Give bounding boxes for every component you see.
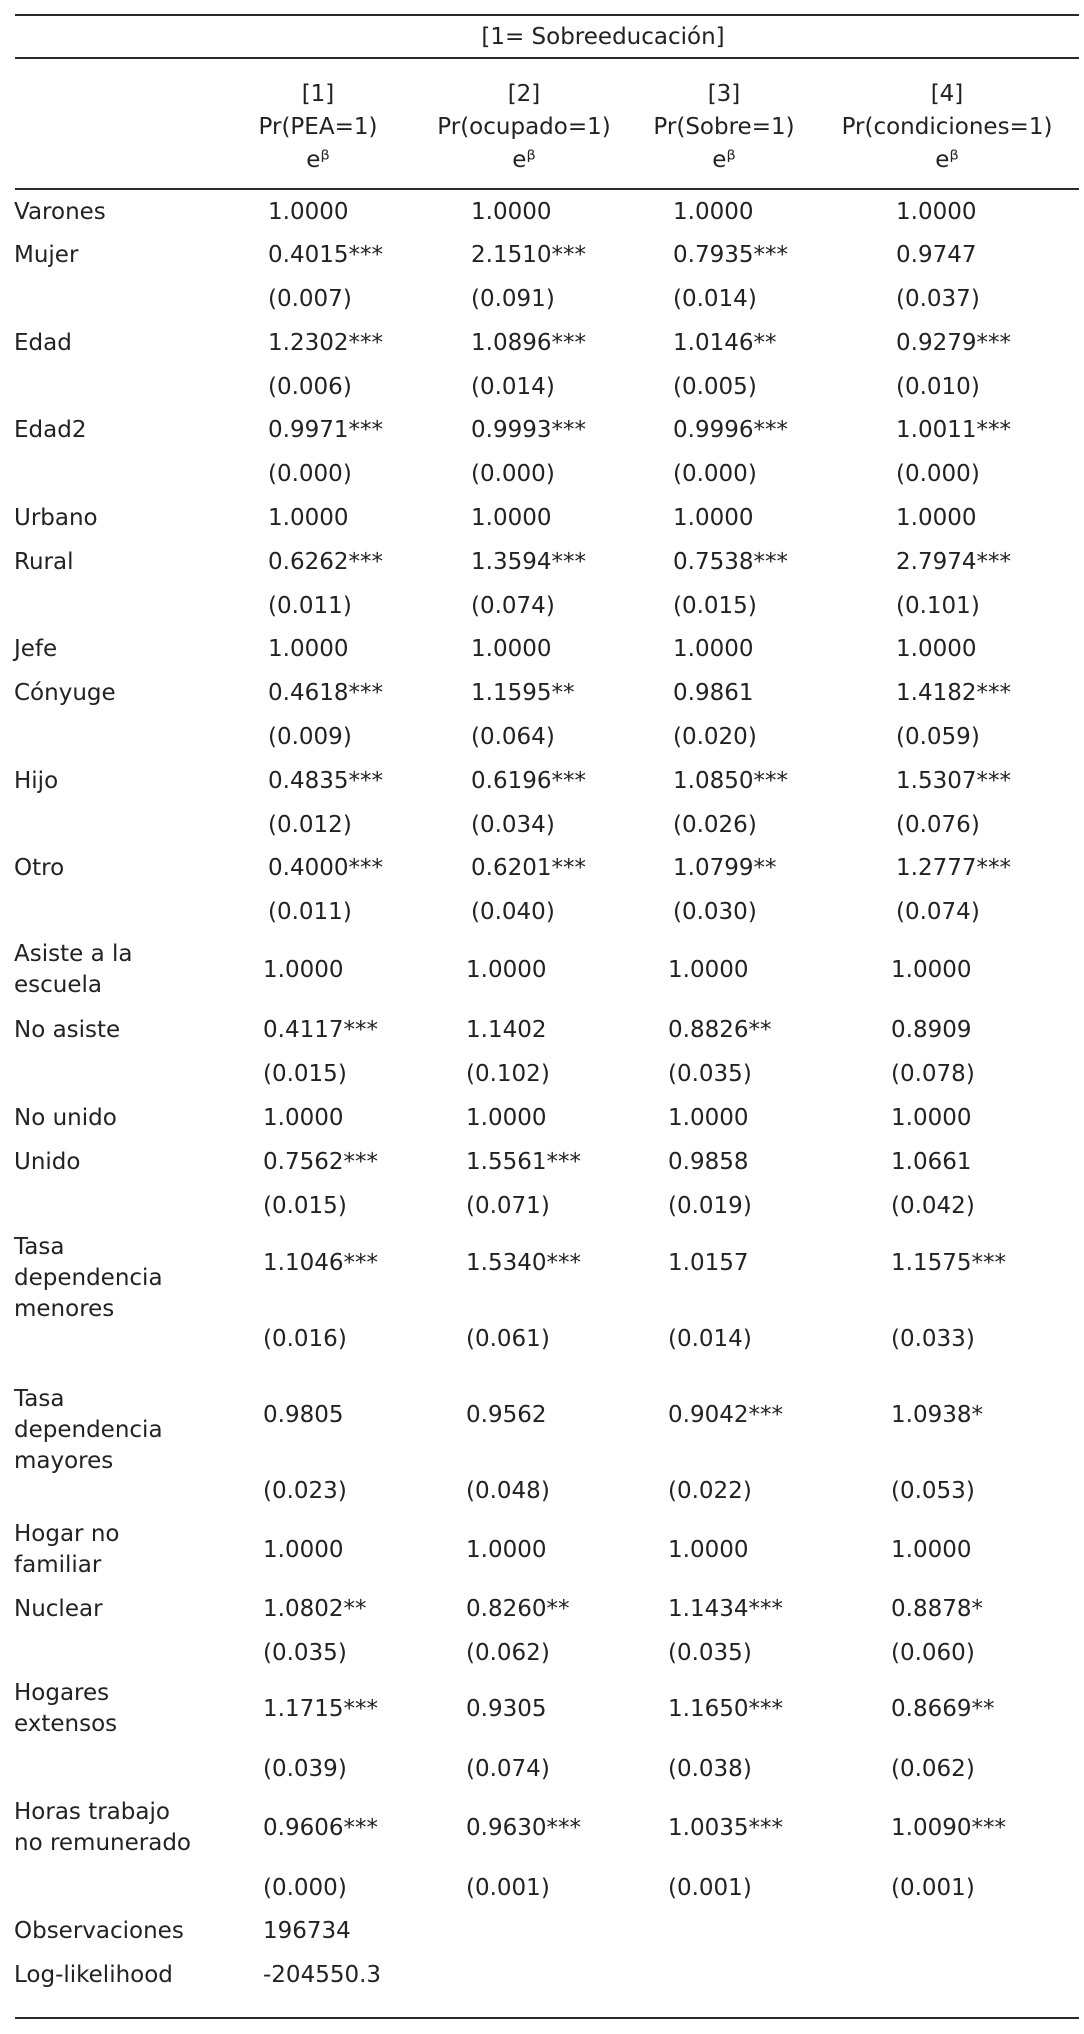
cell-value: (0.015) (263, 1061, 347, 1087)
cell-value: 1.0896*** (471, 330, 586, 356)
cell-value: 1.0157 (668, 1250, 749, 1276)
cell-value: 1.0799** (673, 855, 777, 881)
cell-value: (0.026) (673, 812, 757, 838)
cell-value: 1.0000 (673, 199, 754, 225)
cell-value: 1.0000 (891, 1105, 972, 1131)
cell-value: (0.023) (263, 1478, 347, 1504)
cell-value: (0.033) (891, 1326, 975, 1352)
cell-value: 1.1402 (466, 1017, 547, 1043)
cell-value: (0.040) (471, 899, 555, 925)
cell-value: 0.7935*** (673, 242, 788, 268)
cell-value: 0.9861 (673, 680, 754, 706)
row-label: Nuclear (14, 1596, 103, 1622)
cell-value: 1.2302*** (268, 330, 383, 356)
row-label: No asiste (14, 1017, 121, 1043)
cell-value: (0.000) (673, 461, 757, 487)
cell-value: 2.7974*** (896, 549, 1011, 575)
cell-value: 0.9279*** (896, 330, 1011, 356)
cell-value: 1.0850*** (673, 768, 788, 794)
cell-value: (0.053) (891, 1478, 975, 1504)
header-rule (15, 188, 1079, 190)
cell-value: 1.1575*** (891, 1250, 1006, 1276)
row-label: Otro (14, 855, 65, 881)
top-rule (15, 14, 1079, 16)
row-label: Urbano (14, 505, 98, 531)
cell-value: (0.010) (896, 374, 980, 400)
cell-value: 0.4835*** (268, 768, 383, 794)
cell-value: (0.012) (268, 812, 352, 838)
cell-value: (0.074) (466, 1756, 550, 1782)
cell-value: (0.015) (263, 1193, 347, 1219)
column-header-stat: eᵝ (306, 147, 330, 173)
row-label: Asiste a la escuela (14, 941, 133, 998)
cell-value: 1.1046*** (263, 1250, 378, 1276)
cell-value: (0.035) (668, 1061, 752, 1087)
cell-value: 0.4117*** (263, 1017, 378, 1043)
cell-value: (0.037) (896, 286, 980, 312)
cell-value: (0.019) (668, 1193, 752, 1219)
cell-value: 1.0000 (471, 636, 552, 662)
cell-value: (0.102) (466, 1061, 550, 1087)
cell-value: (0.006) (268, 374, 352, 400)
cell-value: 1.0000 (263, 957, 344, 983)
cell-value: 0.9747 (896, 242, 977, 268)
cell-value: 0.9305 (466, 1696, 547, 1722)
row-label: Varones (14, 199, 106, 225)
row-label: Tasa dependencia mayores (14, 1386, 163, 1474)
cell-value: (0.000) (268, 461, 352, 487)
cell-value: 0.9993*** (471, 417, 586, 443)
cell-value: -204550.3 (263, 1962, 382, 1988)
cell-value: 0.9630*** (466, 1815, 581, 1841)
cell-value: 0.7562*** (263, 1149, 378, 1175)
bottom-rule (15, 2017, 1079, 2019)
cell-value: 0.9606*** (263, 1815, 378, 1841)
row-label: Tasa dependencia menores (14, 1234, 163, 1322)
column-header-label: Pr(ocupado=1) (437, 114, 611, 140)
cell-value: (0.015) (673, 593, 757, 619)
cell-value: 1.0000 (263, 1105, 344, 1131)
cell-value: (0.062) (466, 1640, 550, 1666)
cell-value: 0.4618*** (268, 680, 383, 706)
cell-value: 0.6201*** (471, 855, 586, 881)
cell-value: 1.0000 (268, 636, 349, 662)
cell-value: 0.8669** (891, 1696, 995, 1722)
column-header-4 (842, 78, 1053, 177)
cell-value: 1.5561*** (466, 1149, 581, 1175)
cell-value: 1.1595** (471, 680, 575, 706)
cell-value: 1.0035*** (668, 1815, 783, 1841)
cell-value: 0.8260** (466, 1596, 570, 1622)
row-label: Cónyuge (14, 680, 116, 706)
cell-value: (0.030) (673, 899, 757, 925)
cell-value: 0.9042*** (668, 1402, 783, 1428)
cell-value: 1.0000 (896, 505, 977, 531)
cell-value: 0.9562 (466, 1402, 547, 1428)
column-header-number: [4] (930, 81, 964, 107)
row-label: Hijo (14, 768, 59, 794)
column-header-number: [3] (707, 81, 741, 107)
column-header-label: Pr(PEA=1) (258, 114, 378, 140)
cell-value: (0.038) (668, 1756, 752, 1782)
cell-value: 0.8826** (668, 1017, 772, 1043)
cell-value: (0.062) (891, 1756, 975, 1782)
cell-value: 0.9996*** (673, 417, 788, 443)
cell-value: (0.061) (466, 1326, 550, 1352)
cell-value: (0.039) (263, 1756, 347, 1782)
cell-value: 1.2777*** (896, 855, 1011, 881)
row-label: Unido (14, 1149, 81, 1175)
row-label: Hogar no familiar (14, 1521, 120, 1578)
cell-value: 1.0090*** (891, 1815, 1006, 1841)
column-header-number: [2] (507, 81, 541, 107)
cell-value: 1.0146** (673, 330, 777, 356)
cell-value: (0.016) (263, 1326, 347, 1352)
cell-value: (0.074) (896, 899, 980, 925)
cell-value: 1.0011*** (896, 417, 1011, 443)
cell-value: (0.060) (891, 1640, 975, 1666)
cell-value: (0.014) (673, 286, 757, 312)
cell-value: 1.0000 (673, 636, 754, 662)
cell-value: 0.4000*** (268, 855, 383, 881)
row-label: Hogares extensos (14, 1680, 118, 1737)
cell-value: 1.5307*** (896, 768, 1011, 794)
column-header-3 (653, 78, 794, 177)
cell-value: 0.9858 (668, 1149, 749, 1175)
cell-value: 1.0000 (896, 636, 977, 662)
cell-value: 1.4182*** (896, 680, 1011, 706)
cell-value: (0.078) (891, 1061, 975, 1087)
cell-value: (0.007) (268, 286, 352, 312)
cell-value: (0.074) (471, 593, 555, 619)
cell-value: (0.035) (263, 1640, 347, 1666)
cell-value: 1.0000 (673, 505, 754, 531)
cell-value: (0.091) (471, 286, 555, 312)
cell-value: (0.014) (668, 1326, 752, 1352)
column-header-label: Pr(Sobre=1) (653, 114, 795, 140)
row-label: Log-likelihood (14, 1962, 173, 1988)
cell-value: (0.001) (891, 1875, 975, 1901)
cell-value: 196734 (263, 1918, 351, 1944)
cell-value: (0.059) (896, 724, 980, 750)
cell-value: 1.3594*** (471, 549, 586, 575)
cell-value: (0.011) (268, 899, 352, 925)
cell-value: (0.001) (668, 1875, 752, 1901)
cell-value: (0.014) (471, 374, 555, 400)
cell-value: 1.0000 (466, 1105, 547, 1131)
cell-value: 1.0000 (471, 505, 552, 531)
cell-value: 1.1650*** (668, 1696, 783, 1722)
row-label: Edad (14, 330, 72, 356)
cell-value: (0.101) (896, 593, 980, 619)
cell-value: 1.0000 (471, 199, 552, 225)
cell-value: 1.0000 (668, 957, 749, 983)
cell-value: 0.8878* (891, 1596, 983, 1622)
column-header-stat: eᵝ (935, 147, 959, 173)
row-label: Mujer (14, 242, 79, 268)
cell-value: 1.0000 (263, 1537, 344, 1563)
cell-value: (0.022) (668, 1478, 752, 1504)
cell-value: 0.7538*** (673, 549, 788, 575)
cell-value: 1.0000 (896, 199, 977, 225)
column-header-1 (259, 78, 378, 177)
table-title: [1= Sobreeducación] (481, 24, 725, 50)
cell-value: 1.0000 (891, 957, 972, 983)
cell-value: 1.0000 (668, 1105, 749, 1131)
cell-value: (0.064) (471, 724, 555, 750)
cell-value: 1.0000 (268, 199, 349, 225)
cell-value: (0.000) (896, 461, 980, 487)
cell-value: (0.011) (268, 593, 352, 619)
column-header-label: Pr(condiciones=1) (841, 114, 1053, 140)
cell-value: 1.0661 (891, 1149, 972, 1175)
cell-value: 0.8909 (891, 1017, 972, 1043)
cell-value: 0.9805 (263, 1402, 344, 1428)
row-label: No unido (14, 1105, 117, 1131)
cell-value: 0.9971*** (268, 417, 383, 443)
cell-value: (0.000) (471, 461, 555, 487)
cell-value: 1.0000 (668, 1537, 749, 1563)
row-label: Jefe (14, 636, 58, 662)
title-rule (15, 57, 1079, 59)
cell-value: 1.5340*** (466, 1250, 581, 1276)
cell-value: (0.000) (263, 1875, 347, 1901)
cell-value: (0.001) (466, 1875, 550, 1901)
column-header-stat: eᵝ (712, 147, 736, 173)
row-label: Edad2 (14, 417, 87, 443)
cell-value: 1.0802** (263, 1596, 367, 1622)
cell-value: 0.4015*** (268, 242, 383, 268)
cell-value: (0.020) (673, 724, 757, 750)
cell-value: (0.048) (466, 1478, 550, 1504)
cell-value: 1.0000 (466, 1537, 547, 1563)
cell-value: (0.009) (268, 724, 352, 750)
cell-value: 1.1715*** (263, 1696, 378, 1722)
column-header-number: [1] (301, 81, 335, 107)
cell-value: 2.1510*** (471, 242, 586, 268)
cell-value: 1.0000 (891, 1537, 972, 1563)
cell-value: 1.0000 (466, 957, 547, 983)
cell-value: 0.6196*** (471, 768, 586, 794)
row-label: Rural (14, 549, 74, 575)
cell-value: 1.0938* (891, 1402, 983, 1428)
cell-value: (0.034) (471, 812, 555, 838)
cell-value: 1.0000 (268, 505, 349, 531)
cell-value: (0.042) (891, 1193, 975, 1219)
row-label: Observaciones (14, 1918, 184, 1944)
cell-value: 0.6262*** (268, 549, 383, 575)
column-header-stat: eᵝ (512, 147, 536, 173)
column-header-2 (437, 78, 610, 177)
cell-value: (0.071) (466, 1193, 550, 1219)
cell-value: (0.076) (896, 812, 980, 838)
cell-value: 1.1434*** (668, 1596, 783, 1622)
cell-value: (0.035) (668, 1640, 752, 1666)
row-label: Horas trabajo no remunerado (14, 1799, 191, 1856)
cell-value: (0.005) (673, 374, 757, 400)
